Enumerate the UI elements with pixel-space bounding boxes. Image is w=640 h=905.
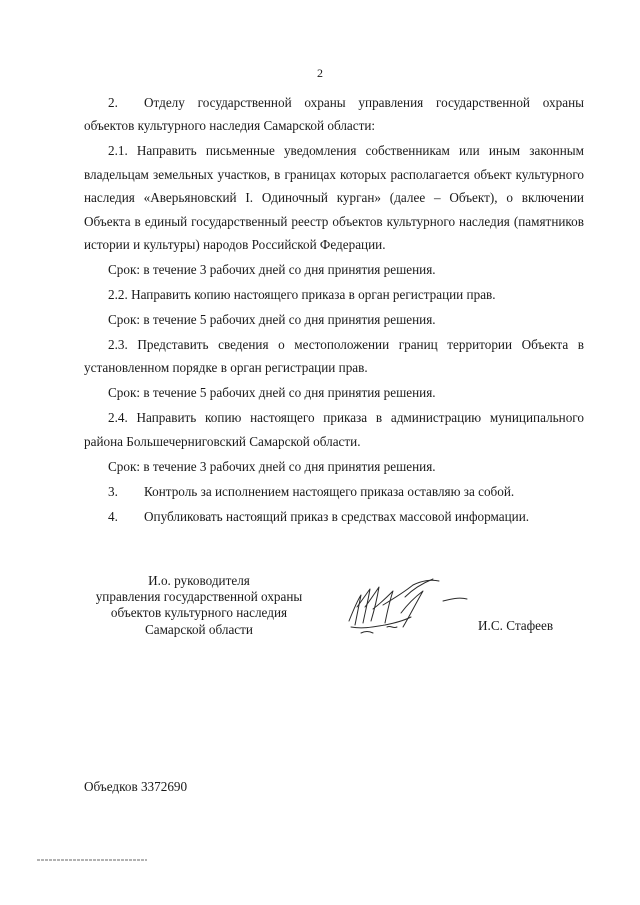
signatory-title (84, 573, 314, 638)
paragraph-2-1 (84, 139, 584, 256)
paragraph-3 (84, 480, 584, 503)
paragraph-text: 2.4. Направить копию настоящего приказа в администрацию муниципального района Большечерниговский Самарской области. (84, 410, 584, 449)
deadline-2-1 (84, 258, 584, 281)
deadline-2-2 (84, 308, 584, 331)
paragraph-number: 3. (108, 483, 118, 499)
paragraph-4 (84, 505, 584, 528)
signatory-title-line: И.о. руководителя (148, 573, 250, 588)
order-body (84, 91, 584, 528)
paragraph-text: 2.1. Направить письменные уведомления собственникам или иным законным владельцам земельных участков, в границах которых располагается объект культурного наследия «Аверьяновский I. Одиночный курган» (далее – Объект), о включении Объекта в единый государственный реестр объектов культурного наследия (памятников истории и культуры) народов Российской Федерации. (84, 143, 584, 253)
paragraph-text: Контроль за исполнением настоящего приказа оставляю за собой. (144, 483, 515, 499)
paragraph-text: Срок: в течение 5 рабочих дней со дня принятия решения. (108, 312, 436, 328)
page-number: 2 (317, 66, 323, 80)
deadline-2-3 (84, 381, 584, 404)
paragraph-text: 2.2. Направить копию настоящего приказа в орган регистрации прав. (108, 287, 496, 303)
paragraph-number: 2. (108, 95, 118, 110)
paragraph-text: Срок: в течение 3 рабочих дней со дня принятия решения. (108, 458, 436, 474)
paragraph-text: Опубликовать настоящий приказ в средствах массовой информации. (144, 508, 530, 524)
signatory-name: И.С. Стафеев (478, 618, 554, 633)
footer-rule (37, 858, 147, 862)
paragraph-2 (84, 91, 584, 138)
signatory-title-line: объектов культурного наследия (110, 605, 288, 621)
signatory-title-line: управления государственной охраны (95, 589, 303, 605)
paragraph-text: Срок: в течение 5 рабочих дней со дня принятия решения. (108, 385, 436, 401)
paragraph-number: 4. (108, 508, 118, 524)
signatory-title-line: Самарской области (145, 621, 253, 637)
paragraph-2-3 (84, 333, 584, 380)
paragraph-text: 2.3. Представить сведения о местоположении границ территории Объекта в установленном порядке в орган регистрации прав. (84, 337, 584, 376)
executor-info: Объедков 3372690 (84, 779, 188, 794)
paragraph-text: Отделу государственной охраны управления государственной охраны объектов культурного наследия Самарской области: (84, 95, 584, 134)
handwritten-signature (343, 577, 477, 639)
paragraph-2-2 (84, 283, 584, 306)
paragraph-text: Срок: в течение 3 рабочих дней со дня принятия решения. (108, 262, 436, 278)
deadline-2-4 (84, 455, 584, 478)
paragraph-2-4 (84, 406, 584, 453)
